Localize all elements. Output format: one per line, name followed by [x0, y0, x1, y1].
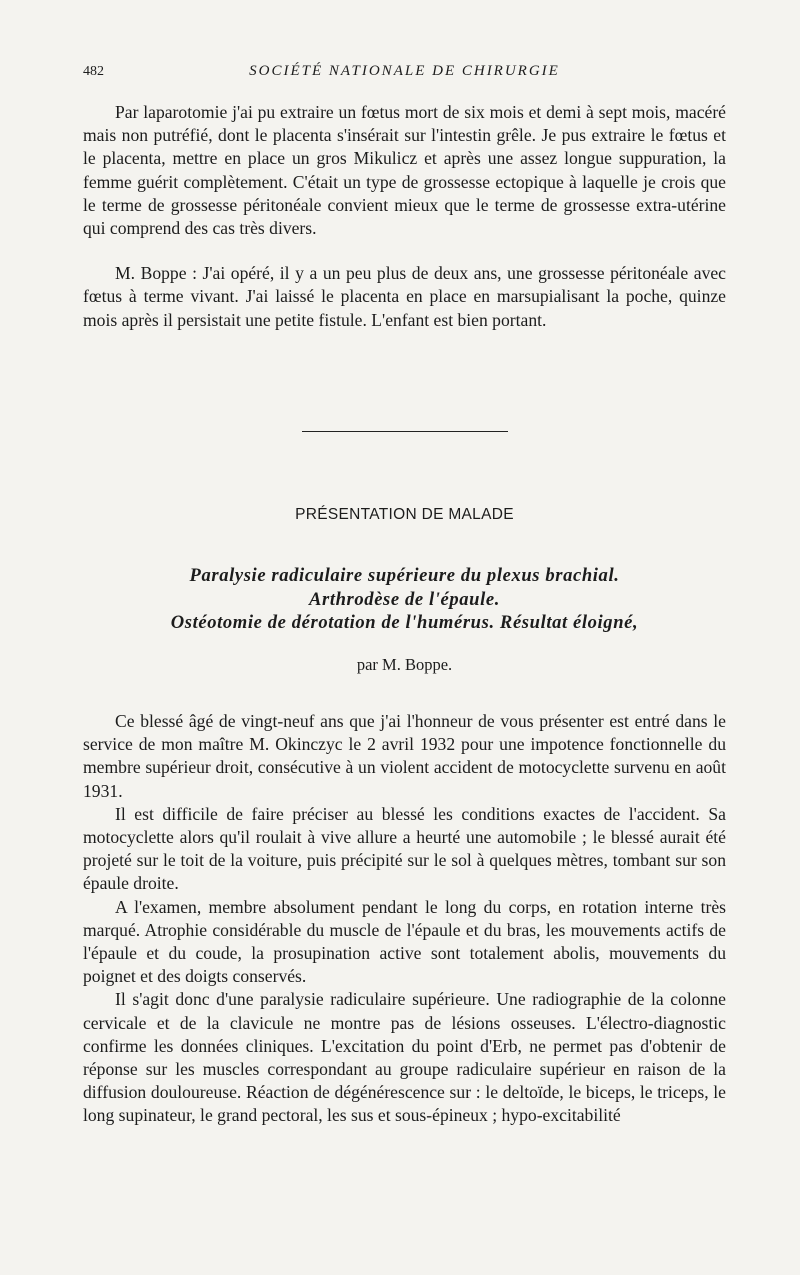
article-title — [83, 564, 726, 635]
page-header — [83, 62, 726, 86]
article-title-line: Paralysie radiculaire supérieure du plexus brachial. — [189, 565, 620, 586]
paragraph: Il s'agit donc d'une paralysie radiculaire supérieure. Une radiographie de la colonne cervicale et de la clavicule ne montre pas de lésions osseuses. L'électro-diagnostic confirme les données cliniques. L'excitation du point d'Erb, ne permet pas d'obtenir de réponse sur les muscles correspondant au groupe radiculaire supérieur en raison de la diffusion douloureuse. Réaction de dégénérescence sur : le deltoïde, le biceps, le triceps, le long supinateur, le grand pectoral, les sus et sous-épineux ; hypo-excitabilité — [83, 989, 726, 1126]
paragraph: A l'examen, membre absolument pendant le long du corps, en rotation interne très marqué. Atrophie considérable du muscle de l'épaule et du bras, les mouvements actifs de l'épaule et du coude, la prosupination active sont totalement abolis, mouvements du poignet et des doigts conservés. — [83, 896, 726, 987]
section-divider — [302, 431, 508, 432]
running-title: SOCIÉTÉ NATIONALE DE CHIRURGIE — [249, 63, 560, 79]
top-text-block — [83, 101, 726, 332]
body-text-block — [83, 710, 726, 1128]
paragraph: Il est difficile de faire préciser au blessé les conditions exactes de l'accident. Sa motocyclette alors qu'il roulait à vive allure a heurté une automobile ; le blessé aurait été projeté sur le toit de la voiture, puis précipité sur le sol à quelques mètres, tombant sur son épaule droite. — [83, 803, 726, 894]
paragraph: Ce blessé âgé de vingt-neuf ans que j'ai l'honneur de vous présenter est entré dans le service de mon maître M. Okinczyc le 2 avril 1932 pour une impotence fonctionnelle du membre supérieur droit, consécutive à un violent accident de motocyclette survenu en août 1931. — [83, 711, 726, 801]
paragraph: Par laparotomie j'ai pu extraire un fœtus mort de six mois et demi à sept mois, macéré mais non putréfié, dont le placenta s'insérait sur l'intestin grêle. Je pus extraire le fœtus et le placenta, mettre en place un gros Mikulicz et après une assez longue suppuration, la femme guérit complètement. C'était un type de grossesse ectopique à laquelle je crois que le terme de grossesse péritonéale convient mieux que le terme de grossesse extra-utérine qui comprend des cas très divers. — [83, 102, 726, 239]
article-title-line: Ostéotomie de dérotation de l'humérus. Résultat éloigné, — [170, 612, 639, 633]
section-heading: PRÉSENTATION DE MALADE — [295, 506, 514, 523]
article-author: par M. Boppe. — [356, 655, 453, 674]
page-number: 482 — [83, 64, 104, 79]
article-title-line: Arthrodèse de l'épaule. — [309, 588, 500, 610]
paragraph: M. Boppe : J'ai opéré, il y a un peu plus de deux ans, une grossesse péritonéale avec fœtus à terme vivant. J'ai laissé le placenta en place en marsupialisant la poche, quinze mois après il persistait une petite fistule. L'enfant est bien portant. — [83, 263, 726, 330]
